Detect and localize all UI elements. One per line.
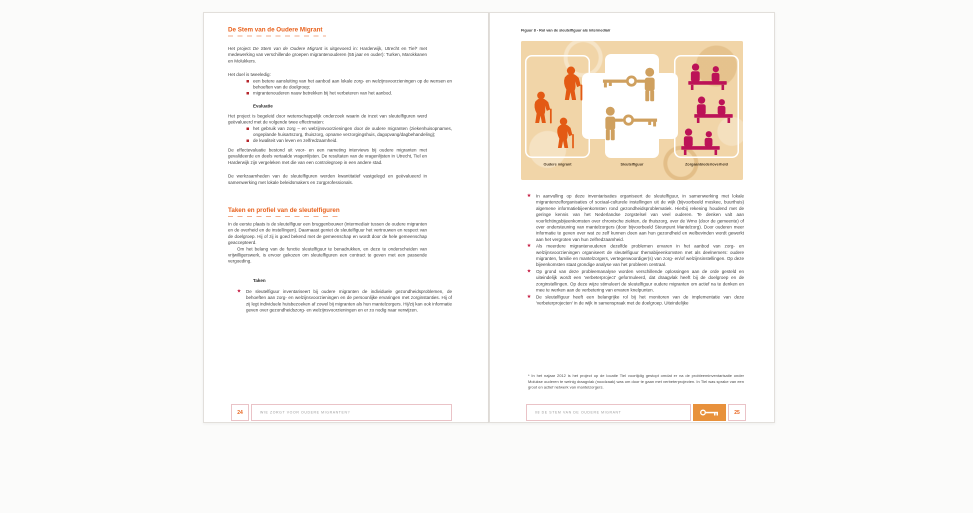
chapter-title: De Stem van de Oudere Migrant — [228, 26, 323, 33]
care-provider-icon — [674, 55, 739, 158]
list-item — [240, 90, 452, 96]
list-item — [526, 193, 744, 243]
effect-measure-text: de kwaliteit van leven en zelfredzaamheid. — [253, 138, 338, 144]
figure-label: Oudere migrant — [543, 162, 572, 167]
goal-lead: Het doel is tweeledig: — [228, 72, 271, 78]
square-bullet-icon — [247, 80, 250, 83]
key-icon — [693, 404, 726, 421]
evaluation-heading: Evaluatie — [253, 103, 273, 109]
running-title: 08 DE STEM VAN DE OUDERE MIGRANT — [526, 404, 691, 421]
list-item — [526, 268, 744, 293]
evaluation-lead: Het project is begeleid door wetenschappelijk onderzoek waarin de inzet van sleutelfiguren werd geëvalueerd met de volgende twee effectmaten: — [228, 113, 427, 125]
left-page — [203, 12, 489, 423]
list-item — [526, 243, 744, 268]
dashed-rule — [228, 36, 326, 37]
task-bullet-text: Als meerdere migrantenouderen dezelfde problemen ervaren in het aanbod van zorg- en welzijnsvoorzieningen organiseert de sleutelfiguur themabijeenkomsten met als deelnemers: oudere migranten, familie en mantelzorgers, vertegenwoordiger(s) van zorg- en/of welzijnsinstellingen. Op deze bijeenkomsten staat grondige analyse van het probleem centraal. — [536, 243, 744, 268]
taken-bullet-text: De sleutelfiguur inventariseert bij oudere migranten de individuele gezondheidsproblemen, de behoeften aan zorg- en welzijnsvoorzieningen en de persoonlijke ervaringen met zorginstanties. Hij of zij legt individuele huisbezoeken af zowel bij migranten als hun mantelzorgers. Hij/zij kan ook informatie geven over gezondheidszorg- en welzijnsvoorzieningen en er zo nodig naar verwijzen. — [246, 288, 452, 313]
list-item — [240, 125, 452, 137]
evaluation-paragraph: De effectevaluatie bestond uit voor- en een nameting interviews bij oudere migranten met gevalideerde en deels vertaalde vragenlijsten. De resultaten van de vragenlijsten in Utrecht, Tiel en Harderwijk zijn vergeleken met die van een controlegroep in een andere stad. — [228, 147, 427, 165]
right-page — [489, 12, 775, 423]
dashed-rule — [228, 216, 342, 217]
left-page-content — [228, 26, 452, 313]
list-item — [240, 78, 452, 90]
tasks-paragraph: In de eerste plaats is de sleutelfiguur een bruggenbouwer (intermediair tussen de oudere migranten en de overheid en de instellingen). Daarnaast geniet de sleutelfiguur het vertrouwen en respect van de doelgroep. Hij of zij is goed bekend met de gemeenschap en wordt door de hele gemeenschap geaccepteerd. — [228, 221, 427, 246]
star-bullet-icon: ★ — [526, 193, 532, 199]
figure-label: Zorgaanbieder/overheid — [685, 162, 728, 167]
taken-subheading: Taken — [253, 277, 266, 283]
elderly-migrants-icon — [525, 55, 590, 158]
task-bullet-text: Op grond van deze probleemanalyse worden verschillende oplossingen aan de orde gesteld en uiteindelijk wordt een 'verbeterproject' geformuleerd, dat draagvlak heeft bij de doelgroep en de zorginstellingen. Op deze wijze stimuleert de sleutelfiguur oudere migranten om actief na te denken en mee te werken aan de verbetering van ervaren knelpunten. — [536, 268, 744, 293]
figure-caption: Figuur 8 - Rol van de sleutelfiguur als intermediair — [521, 28, 611, 33]
star-bullet-icon: ★ — [236, 288, 242, 294]
running-title: WIE ZORGT VOOR OUDERE MIGRANTEN? — [251, 404, 452, 421]
taken-list — [228, 288, 452, 313]
square-bullet-icon — [247, 127, 250, 130]
section-title: Taken en profiel van de sleutelfiguren — [228, 206, 340, 214]
keyfigure-task-list — [526, 193, 744, 306]
right-page-content — [521, 28, 744, 307]
intro-paragraph — [228, 46, 427, 65]
square-bullet-icon — [247, 140, 250, 143]
page-number: 24 — [231, 404, 249, 421]
evaluation-paragraph: De werkzaamheden van de sleutelfiguren werden kwantitatief vastgelegd en geëvalueerd in samenwerking met lokale beleidsmakers en zorgprofessionals. — [228, 173, 427, 185]
goal-item-text: migrantenouderen nauw betrekken bij het verbeteren van het aanbod. — [253, 90, 393, 96]
star-bullet-icon: ★ — [526, 268, 532, 274]
left-page-footer — [231, 404, 452, 421]
effect-measure-text: het gebruik van zorg – en welzijnsvoorzieningen door de oudere migranten (ziekenhuisopnames, ongeplande huisartszorg, thuiszorg, opname verzorgingshuis, dagopvang/dagbehandeling); — [253, 125, 452, 138]
task-bullet-text: De sleutelfiguur heeft een belangrijke rol bij het monitoren van de implementatie van deze 'verbeterprojecten' in de wijk in samenspraak met de doelgroep. Uiteindelijke — [536, 294, 744, 306]
star-bullet-icon: ★ — [526, 293, 532, 300]
tasks-paragraph: Om het belang van de functie sleutelfiguur te benadrukken, en deze te onderscheiden van vrijwilligerswerk, is ervoor gekozen om sleutelfiguren een contract te geven met een passende vergoeding. — [228, 246, 427, 264]
effect-measure-list — [240, 125, 452, 144]
task-bullet-text: In aanvulling op deze inventarisaties organiseert de sleutelfiguur, in samenwerking met lokale migrantenzelforganisaties of sociaal-culturele instellingen uit de wijk (bijvoorbeeld moskee, buurthuis) algemene informatiebijeenkomsten rond gezondheidsproblematiek. Hierbij rekening houdend met de geringe kennis van het Nederlandse zorgstelsel van veel ouderen. Te denken valt aan voorlichtingsbijeenkomsten over chronische ziekten, de thuiszorg, over de Wmo (door de gemeente) of over ondersteuning van mantelzorgers (door bijvoorbeeld Steunpunt Mantelzorg). Door ouderen meer informatie te geven over wat ze zelf kunnen doen aan hun gezondheid en welbevinden wordt gewerkt aan het vergroten van hun zelfredzaamheid. — [536, 193, 744, 242]
goal-item-text: een betere aansluiting van het aanbod aan lokale zorg- en welzijnsvoorzieningen op de wensen en behoeften van de doelgroep; — [253, 78, 452, 90]
intro-text-post: is uitgevoerd in: Harderwijk, Utrecht en Tiel* met medewerking van verschillende groepen migrantenouderen (55 jaar en ouder): Turken, Marokkanen en Molukkers. — [228, 46, 427, 64]
intro-project-title: De Stem van de Oudere Migrant — [252, 46, 323, 51]
footnote: * In het najaar 2012 is het project op de locatie Tiel voortijdig gestopt omdat er na de probleeminventarisatie onder Molukse ouderen te weinig draagvlak (noodzaak) was om door te gaan met verbeterprojecten. In Tiel was sprake van een groot en actief netwerk van mantelzorgers. — [528, 373, 744, 390]
figure-8-illustration — [521, 41, 743, 180]
figure-labels — [521, 162, 743, 167]
right-page-footer — [526, 404, 746, 421]
figure-label: Sleutelfiguur — [620, 162, 644, 167]
goal-list — [240, 78, 452, 97]
list-item — [526, 294, 744, 306]
intro-text-pre: Het project — [228, 46, 253, 51]
page-number: 25 — [728, 404, 746, 421]
list-item — [228, 288, 452, 313]
star-bullet-icon: ★ — [526, 243, 532, 249]
key-figure-icon — [582, 54, 678, 158]
list-item — [240, 138, 452, 144]
square-bullet-icon — [247, 92, 250, 95]
